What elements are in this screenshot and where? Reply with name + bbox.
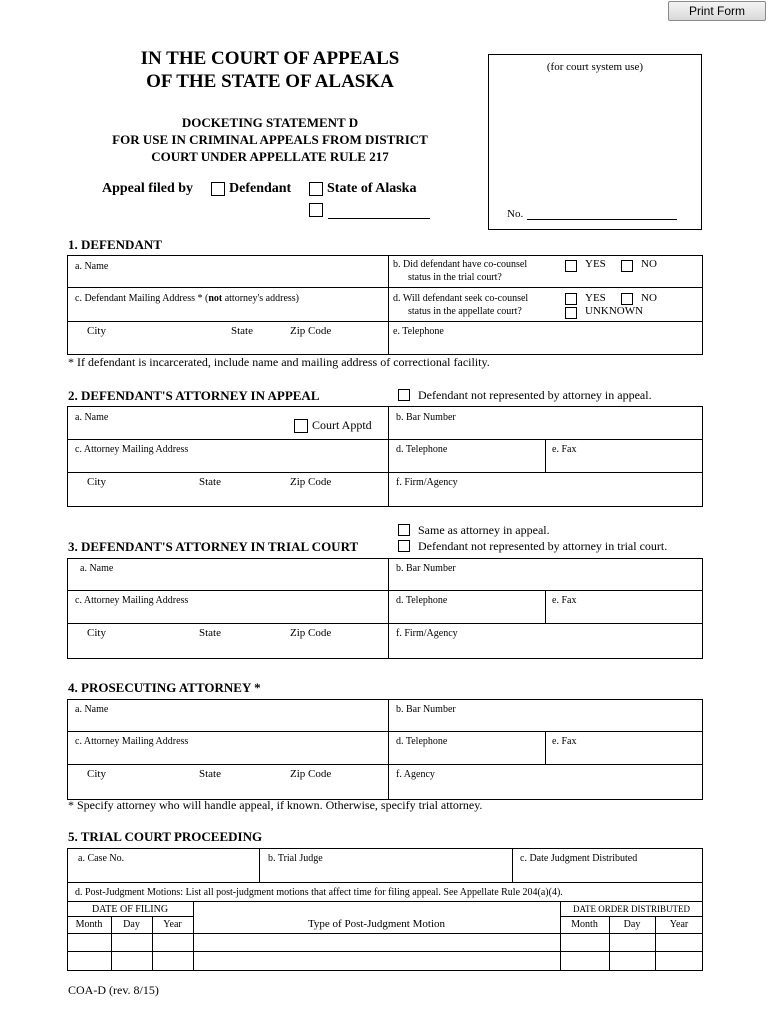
section4-note: * Specify attorney who will handle appeal, if known. Otherwise, specify trial attorney. (68, 798, 483, 812)
other-appellant-checkbox[interactable] (309, 203, 323, 217)
motion-type-header: Type of Post-Judgment Motion (307, 918, 446, 930)
section4-table (67, 699, 703, 800)
same-as-appeal-checkbox[interactable] (398, 524, 410, 536)
defendant-mailing-label: c. Defendant Mailing Address * (not attorney's address) (75, 293, 299, 304)
defendant-option-label: Defendant (229, 181, 292, 196)
state-label: State (199, 768, 221, 780)
year-header: Year (669, 919, 689, 930)
attorney-mailing-label: c. Attorney Mailing Address (75, 595, 189, 606)
city-label: City (87, 325, 106, 337)
city-label: City (87, 627, 106, 639)
section4-title: 4. PROSECUTING ATTORNEY * (68, 680, 261, 695)
telephone-label: d. Telephone (396, 595, 448, 606)
prosecutor-name-label: a. Name (75, 704, 109, 715)
attorney-mailing-label: c. Attorney Mailing Address (75, 444, 189, 455)
day-header: Day (623, 919, 641, 930)
appeal-not-represented-label: Defendant not represented by attorney in appeal. (418, 388, 652, 402)
case-no-label: a. Case No. (78, 853, 125, 864)
same-as-appeal-label: Same as attorney in appeal. (418, 523, 550, 537)
state-of-alaska-checkbox[interactable] (309, 182, 323, 196)
day-header: Day (123, 919, 140, 930)
fax-label: e. Fax (552, 595, 577, 606)
section3-table (67, 558, 703, 659)
court-appointed-checkbox[interactable] (294, 419, 308, 433)
no-label: NO (641, 292, 657, 304)
year-header: Year (163, 919, 182, 930)
state-label: State (199, 476, 221, 488)
state-label: State (199, 627, 221, 639)
doc-title-line3: COURT UNDER APPELLATE RULE 217 (151, 149, 389, 164)
doc-title-line1: DOCKETING STATEMENT D (181, 115, 359, 130)
print-form-button[interactable]: Print Form (668, 1, 766, 21)
yes-label: YES (585, 292, 606, 304)
trial-attorney-name-label: a. Name (80, 563, 114, 574)
docket-no-field[interactable] (527, 219, 677, 220)
section2-table (67, 406, 703, 507)
appeal-filed-by-label: Appeal filed by (102, 181, 194, 196)
zip-label: Zip Code (290, 325, 332, 337)
court-title-line1: IN THE COURT OF APPEALS (140, 48, 400, 69)
cocounsel-trial-yes-checkbox[interactable] (565, 260, 577, 272)
doc-title-line2: FOR USE IN CRIMINAL APPEALS FROM DISTRICT (112, 132, 428, 147)
cocounsel-appellate-label-2: status in the appellate court? (408, 306, 522, 317)
no-label: NO (641, 258, 657, 270)
appeal-attorney-name-label: a. Name (75, 412, 109, 423)
zip-label: Zip Code (290, 627, 332, 639)
city-label: City (87, 768, 106, 780)
defendant-checkbox[interactable] (211, 182, 225, 196)
defendant-name-label: a. Name (75, 261, 109, 272)
cocounsel-appellate-label: d. Will defendant seek co-counsel (393, 293, 529, 304)
firm-agency-label: f. Firm/Agency (396, 477, 458, 488)
firm-agency-label: f. Firm/Agency (396, 628, 458, 639)
unknown-label: UNKNOWN (585, 305, 644, 317)
form-revision-footer: COA-D (rev. 8/15) (68, 983, 159, 997)
docket-no-label: No. (507, 208, 524, 220)
section1-note: * If defendant is incarcerated, include name and mailing address of correctional facility. (68, 355, 490, 369)
fax-label: e. Fax (552, 444, 577, 455)
cocounsel-trial-label-2: status in the trial court? (408, 272, 502, 283)
agency-label: f. Agency (396, 769, 435, 780)
section1-title: 1. DEFENDANT (68, 237, 162, 252)
state-label: State (231, 325, 253, 337)
month-header: Month (571, 919, 598, 930)
date-order-distributed-header: DATE ORDER DISTRIBUTED (573, 904, 690, 914)
cocounsel-trial-label: b. Did defendant have co-counsel (393, 259, 528, 270)
appeal-not-represented-checkbox[interactable] (398, 389, 410, 401)
trial-judge-label: b. Trial Judge (268, 853, 323, 864)
telephone-label: d. Telephone (396, 444, 448, 455)
court-use-box (488, 54, 702, 230)
cocounsel-app-yes-checkbox[interactable] (565, 293, 577, 305)
trial-not-represented-checkbox[interactable] (398, 540, 410, 552)
city-label: City (87, 476, 106, 488)
yes-label: YES (585, 258, 606, 270)
post-judgment-motions-label: d. Post-Judgment Motions: List all post-judgment motions that affect time for filing appeal. See Appellate Rule 204(a)(4). (75, 887, 563, 898)
cocounsel-app-unknown-checkbox[interactable] (565, 307, 577, 319)
month-header: Month (75, 919, 103, 930)
bar-number-label: b. Bar Number (396, 704, 456, 715)
bar-number-label: b. Bar Number (396, 412, 456, 423)
cocounsel-app-no-checkbox[interactable] (621, 293, 633, 305)
section2-title: 2. DEFENDANT'S ATTORNEY IN APPEAL (68, 388, 320, 403)
other-appellant-field[interactable] (328, 218, 430, 219)
attorney-mailing-label: c. Attorney Mailing Address (75, 736, 189, 747)
trial-not-represented-label: Defendant not represented by attorney in trial court. (418, 539, 668, 553)
fax-label: e. Fax (552, 736, 577, 747)
court-title-line2: OF THE STATE OF ALASKA (146, 71, 394, 92)
state-option-label: State of Alaska (327, 181, 417, 196)
bar-number-label: b. Bar Number (396, 563, 456, 574)
court-appointed-label: Court Apptd (312, 418, 372, 432)
date-judgment-label: c. Date Judgment Distributed (520, 853, 638, 864)
zip-label: Zip Code (290, 476, 332, 488)
defendant-telephone-label: e. Telephone (393, 326, 444, 337)
court-use-label: (for court system use) (546, 61, 644, 73)
section3-title: 3. DEFENDANT'S ATTORNEY IN TRIAL COURT (68, 539, 359, 554)
zip-label: Zip Code (290, 768, 332, 780)
date-of-filing-header: DATE OF FILING (91, 904, 169, 915)
telephone-label: d. Telephone (396, 736, 448, 747)
section5-title: 5. TRIAL COURT PROCEEDING (68, 829, 263, 844)
cocounsel-trial-no-checkbox[interactable] (621, 260, 633, 272)
